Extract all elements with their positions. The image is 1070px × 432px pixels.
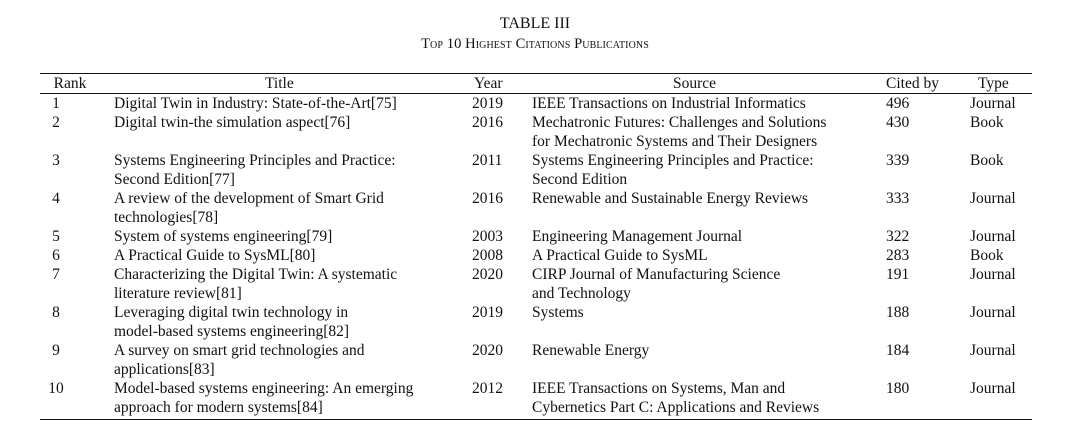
rank-cell: 7	[52, 266, 60, 283]
title-cell-line: System of systems engineering[79]	[114, 228, 333, 245]
cited-by-cell: 184	[886, 342, 910, 359]
cited-by-cell: 496	[886, 95, 910, 112]
rank-cell: 6	[52, 247, 60, 264]
year-cell: 2008	[472, 247, 503, 264]
source-cell-line: IEEE Transactions on Systems, Man and	[532, 380, 786, 397]
source-cell-line: Engineering Management Journal	[532, 228, 743, 245]
header-year: Year	[474, 75, 503, 92]
type-cell: Journal	[970, 95, 1016, 112]
title-cell-line: Systems Engineering Principles and Practice:	[114, 152, 396, 169]
title-cell-line: Characterizing the Digital Twin: A systematic	[114, 266, 398, 283]
cited-by-cell: 180	[886, 380, 910, 397]
source-cell-line: Systems Engineering Principles and Practice:	[532, 152, 814, 169]
rank-cell: 2	[52, 114, 60, 131]
cited-by-cell: 339	[886, 152, 910, 169]
title-cell-line: literature review[81]	[114, 285, 242, 302]
cited-by-cell: 283	[886, 247, 910, 264]
source-cell	[532, 246, 708, 265]
header-type: Type	[978, 75, 1009, 92]
rank-cell: 1	[52, 95, 60, 112]
year-cell: 2019	[472, 95, 503, 112]
source-cell-line: and Technology	[532, 285, 631, 302]
cited-by-cell: 191	[886, 266, 910, 283]
header-rank: Rank	[53, 75, 87, 92]
title-cell-line: A survey on smart grid technologies and	[114, 342, 365, 359]
source-cell-line: Cybernetics Part C: Applications and Reviews	[532, 399, 820, 416]
rank-cell: 8	[52, 304, 60, 321]
source-cell	[532, 113, 826, 151]
title-cell	[114, 94, 397, 113]
type-cell: Journal	[970, 304, 1016, 321]
title-cell-line: Second Edition[77]	[114, 171, 235, 188]
type-cell: Journal	[970, 380, 1016, 397]
header-cited-by: Cited by	[886, 75, 939, 92]
cited-by-cell: 333	[886, 190, 910, 207]
source-cell-line: for Mechatronic Systems and Their Designers	[532, 133, 818, 150]
year-cell: 2016	[472, 190, 503, 207]
title-cell-line: applications[83]	[114, 361, 215, 378]
type-cell: Journal	[970, 190, 1016, 207]
year-cell: 2019	[472, 304, 503, 321]
rank-cell: 10	[48, 380, 64, 397]
source-cell	[532, 341, 649, 360]
title-cell-line: Model-based systems engineering: An emerging	[114, 380, 414, 397]
cited-by-cell: 188	[886, 304, 910, 321]
title-cell-line: Leveraging digital twin technology in	[114, 304, 349, 321]
year-cell: 2012	[472, 380, 503, 397]
source-cell-line: Renewable and Sustainable Energy Reviews	[532, 190, 809, 207]
rank-cell: 4	[52, 190, 60, 207]
source-cell	[532, 303, 584, 322]
title-cell-line: approach for modern systems[84]	[114, 399, 323, 416]
source-cell-line: Second Edition	[532, 171, 628, 188]
source-cell	[532, 265, 780, 303]
source-cell-line: CIRP Journal of Manufacturing Science	[532, 266, 781, 283]
title-cell-line: Digital Twin in Industry: State-of-the-Art[75]	[114, 95, 397, 112]
title-cell	[114, 341, 365, 379]
header-source: Source	[673, 75, 717, 92]
title-cell-line: Digital twin-the simulation aspect[76]	[114, 114, 351, 131]
source-cell-line: Systems	[532, 304, 584, 321]
source-cell	[532, 227, 742, 246]
source-cell	[532, 151, 814, 189]
year-cell: 2016	[472, 114, 503, 131]
title-cell	[114, 246, 315, 265]
year-cell: 2020	[472, 266, 503, 283]
source-cell	[532, 379, 819, 417]
source-cell	[532, 189, 808, 208]
type-cell: Book	[970, 152, 1004, 169]
type-cell: Journal	[970, 266, 1016, 283]
title-cell	[114, 379, 413, 417]
source-cell-line: Mechatronic Futures: Challenges and Solutions	[532, 114, 827, 131]
year-cell: 2011	[472, 152, 503, 169]
header-title: Title	[265, 75, 294, 92]
year-cell: 2003	[472, 228, 503, 245]
source-cell-line: A Practical Guide to SysML	[532, 247, 708, 264]
title-cell	[114, 113, 350, 132]
top-rule	[40, 73, 1032, 74]
type-cell: Book	[970, 114, 1004, 131]
rank-cell: 3	[52, 152, 60, 169]
table-label: TABLE III	[499, 15, 571, 32]
rank-cell: 9	[52, 342, 60, 359]
title-cell	[114, 151, 396, 189]
type-cell: Journal	[970, 228, 1016, 245]
title-cell	[114, 189, 384, 227]
title-cell	[114, 227, 332, 246]
cited-by-cell: 430	[886, 114, 910, 131]
table-title: Top 10 Highest Citations Publications	[421, 36, 649, 52]
title-cell-line: A Practical Guide to SysML[80]	[114, 247, 316, 264]
rank-cell: 5	[52, 228, 60, 245]
source-cell-line: Renewable Energy	[532, 342, 650, 359]
type-cell: Book	[970, 247, 1004, 264]
source-cell-line: IEEE Transactions on Industrial Informatics	[532, 95, 806, 112]
title-cell-line: technologies[78]	[114, 209, 219, 226]
source-cell	[532, 94, 806, 113]
title-cell	[114, 265, 397, 303]
title-cell	[114, 303, 349, 341]
title-cell-line: A review of the development of Smart Grid	[114, 190, 384, 207]
year-cell: 2020	[472, 342, 503, 359]
title-cell-line: model-based systems engineering[82]	[114, 323, 350, 340]
cited-by-cell: 322	[886, 228, 910, 245]
bottom-rule	[40, 419, 1032, 420]
type-cell: Journal	[970, 342, 1016, 359]
